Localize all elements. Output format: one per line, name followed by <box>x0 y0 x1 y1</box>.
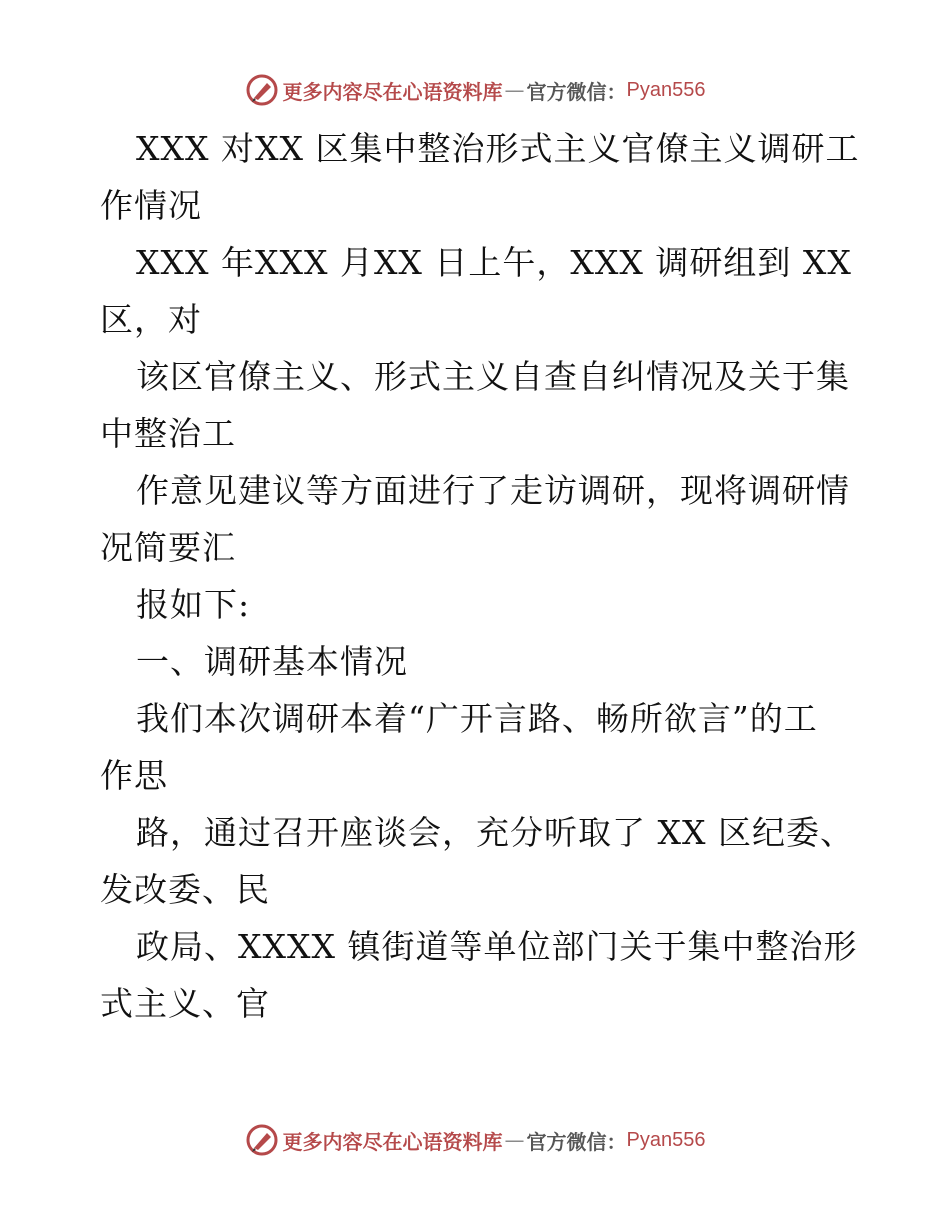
watermark-separator: — <box>504 1128 525 1152</box>
text-line: 政局、XXXX 镇街道等单位部门关于集中整治形 <box>136 927 858 966</box>
watermark-main-text: 更多内容尽在心语资料库 <box>282 79 503 104</box>
text-line: 发改委、民 <box>100 870 270 909</box>
pen-logo-icon <box>245 1123 279 1157</box>
text-line: 我们本次调研本着“广开言路、畅所欲言”的工 <box>136 699 818 738</box>
text-line: 中整治工 <box>100 414 236 453</box>
text-line: 况简要汇 <box>100 528 236 567</box>
header-watermark <box>0 70 950 110</box>
text-line: 区，对 <box>100 300 202 339</box>
watermark-wechat-label: 官方微信： <box>526 1129 627 1154</box>
watermark-main-text: 更多内容尽在心语资料库 <box>282 1129 503 1154</box>
text-line: 作意见建议等方面进行了走访调研，现将调研情 <box>136 471 850 510</box>
text-line: XXX 对XX 区集中整治形式主义官僚主义调研工 <box>136 129 860 168</box>
footer-watermark <box>0 1120 950 1160</box>
text-line: 该区官僚主义、形式主义自查自纠情况及关于集 <box>136 357 850 396</box>
pen-logo-icon <box>245 73 279 107</box>
text-line: 式主义、官 <box>100 984 270 1023</box>
text-line: 报如下: <box>136 585 251 624</box>
watermark-wechat-label: 官方微信： <box>526 79 627 104</box>
text-line: XXX 年XXX 月XX 日上午，XXX 调研组到 XX <box>136 243 852 282</box>
watermark-wechat-id: Pyan556 <box>626 1128 706 1151</box>
section-heading: 一、调研基本情况 <box>136 642 408 681</box>
document-body <box>100 120 860 1032</box>
text-line: 路，通过召开座谈会，充分听取了 XX 区纪委、 <box>136 813 854 852</box>
text-line: 作情况 <box>100 186 202 225</box>
watermark-wechat-id: Pyan556 <box>626 78 706 101</box>
watermark-separator: — <box>504 78 525 102</box>
text-line: 作思 <box>100 756 168 795</box>
